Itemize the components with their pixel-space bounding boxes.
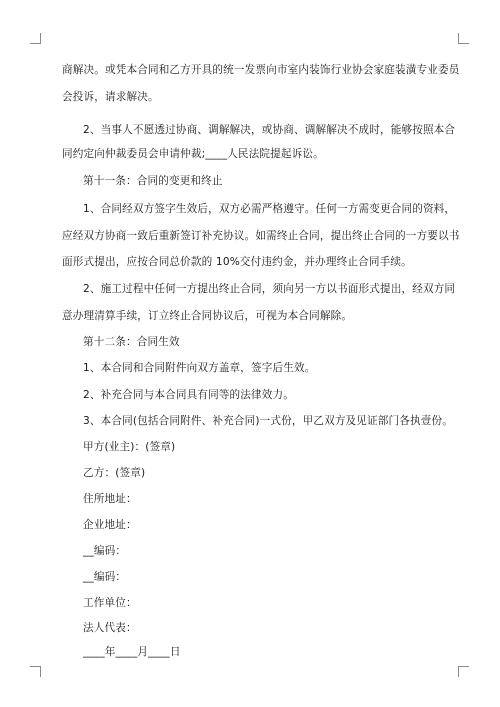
- corner-mark-top-right: [458, 33, 469, 44]
- paragraph-line: 2、施工过程中任何一方提出终止合同，须向另一方以书面形式提出，经双方同: [83, 283, 456, 295]
- paragraph-line: 面形式提出，应按合同总价款的 10%交付违约金，并办理终止合同手续。: [62, 256, 412, 268]
- section-heading: 第十二条：合同生效: [83, 336, 180, 348]
- paragraph-line: 同约定向仲裁委员会申请仲裁;____人民法院提起诉讼。: [62, 148, 324, 160]
- form-field-label: __编码：: [83, 571, 127, 583]
- signature-field: 乙方：(签章): [83, 467, 146, 479]
- form-field-label: 住所地址：: [83, 493, 137, 505]
- form-field-label: __编码：: [83, 545, 127, 557]
- date-field: ____年____月____日: [83, 646, 181, 658]
- paragraph-line: 应经双方协商一致后重新签订补充协议。如需终止合同，提出终止合同的一方要以书: [62, 230, 460, 242]
- form-field-label: 企业地址：: [83, 519, 137, 531]
- corner-mark-top-left: [30, 33, 41, 44]
- paragraph-line: 2、补充合同与本合同具有同等的法律效力。: [83, 389, 295, 401]
- corner-mark-bottom-right: [458, 666, 469, 677]
- paragraph-line: 1、合同经双方签字生效后，双方必需严格遵守。任何一方需变更合同的资料，: [83, 203, 456, 215]
- form-field-label: 法人代表：: [83, 622, 137, 634]
- paragraph-line: 2、当事人不愿透过协商、调解解决，或协商、调解解决不成时，能够按照本合: [83, 124, 456, 136]
- signature-field: 甲方(业主)：(签章): [83, 441, 176, 453]
- paragraph-line: 意办理清算手续，订立终止合同协议后，可视为本合同解除。: [62, 310, 353, 322]
- paragraph-line: 3、本合同(包括合同附件、补充合同)一式份，甲乙双方及见证部门各执壹份。: [83, 415, 453, 427]
- paragraph-line: 商解决。或凭本合同和乙方开具的统一发票向市室内装饰行业协会家庭装潢专业委员: [62, 64, 460, 76]
- corner-mark-bottom-left: [30, 666, 41, 677]
- section-heading: 第十一条：合同的变更和终止: [83, 175, 223, 187]
- form-field-label: 工作单位：: [83, 597, 137, 609]
- paragraph-line: 会投诉，请求解决。: [62, 91, 159, 103]
- paragraph-line: 1、本合同和合同附件向双方盖章，签字后生效。: [83, 362, 316, 374]
